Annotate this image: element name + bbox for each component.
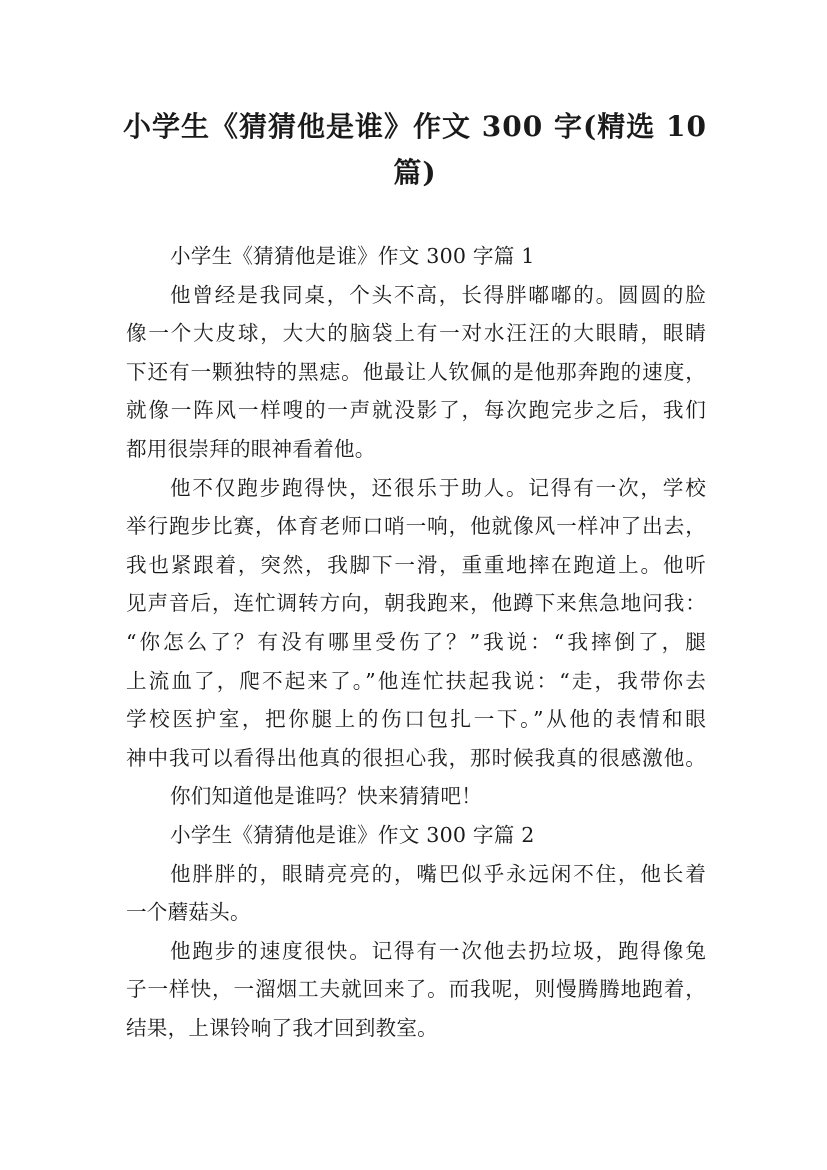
text-line: 像一个大皮球，大大的脑袋上有一对水汪汪的大眼睛，眼睛 bbox=[126, 321, 706, 346]
text-line: 结果，上课铃响了我才回到教室。 bbox=[126, 1015, 438, 1040]
text-line: 神中我可以看得出他真的很担心我，那时候我真的很感激他。 bbox=[126, 745, 706, 770]
text-line: 就像一阵风一样嗖的一声就没影了，每次跑完步之后，我们 bbox=[126, 398, 706, 423]
text-line: 我也紧跟着，突然，我脚下一滑，重重地摔在跑道上。他听 bbox=[126, 552, 706, 577]
text-line: 他不仅跑步跑得快，还很乐于助人。记得有一次，学校 bbox=[170, 475, 706, 500]
text-line: 举行跑步比赛，体育老师口哨一响，他就像风一样冲了出去， bbox=[126, 514, 706, 539]
text-line: 子一样快，一溜烟工夫就回来了。而我呢，则慢腾腾地跑着， bbox=[126, 977, 706, 1002]
text-line: 你们知道他是谁吗？快来猜猜吧！ bbox=[170, 784, 482, 809]
document-body bbox=[126, 237, 706, 1047]
section-heading: 小学生《猜猜他是谁》作文 300 字篇 1 bbox=[170, 244, 535, 268]
text-line: 下还有一颗独特的黑痣。他最让人钦佩的是他那奔跑的速度， bbox=[126, 359, 706, 384]
document-title bbox=[110, 104, 720, 196]
text-line: 都用很崇拜的眼神看着他。 bbox=[126, 436, 376, 461]
text-line: “你怎么了？有没有哪里受伤了？”我说：“我摔倒了，腿 bbox=[126, 629, 706, 654]
text-line: 一个蘑菇头。 bbox=[126, 900, 251, 925]
text-line: 学校医护室，把你腿上的伤口包扎一下。”从他的表情和眼 bbox=[126, 707, 706, 732]
title-line-1: 小学生《猜猜他是谁》作文 300 字(精选 10 bbox=[123, 110, 707, 143]
text-line: 他胖胖的，眼睛亮亮的，嘴巴似乎永远闲不住，他长着 bbox=[170, 861, 706, 886]
text-line: 上流血了，爬不起来了。”他连忙扶起我说：“走，我带你去 bbox=[126, 668, 706, 693]
section-heading: 小学生《猜猜他是谁》作文 300 字篇 2 bbox=[170, 822, 535, 847]
text-line: 他曾经是我同桌，个头不高，长得胖嘟嘟的。圆圆的脸 bbox=[170, 282, 706, 307]
title-line-2: 篇) bbox=[393, 156, 437, 189]
text-line: 他跑步的速度很快。记得有一次他去扔垃圾，跑得像兔 bbox=[170, 938, 706, 963]
text-line: 见声音后，连忙调转方向，朝我跑来，他蹲下来焦急地问我： bbox=[126, 591, 706, 616]
